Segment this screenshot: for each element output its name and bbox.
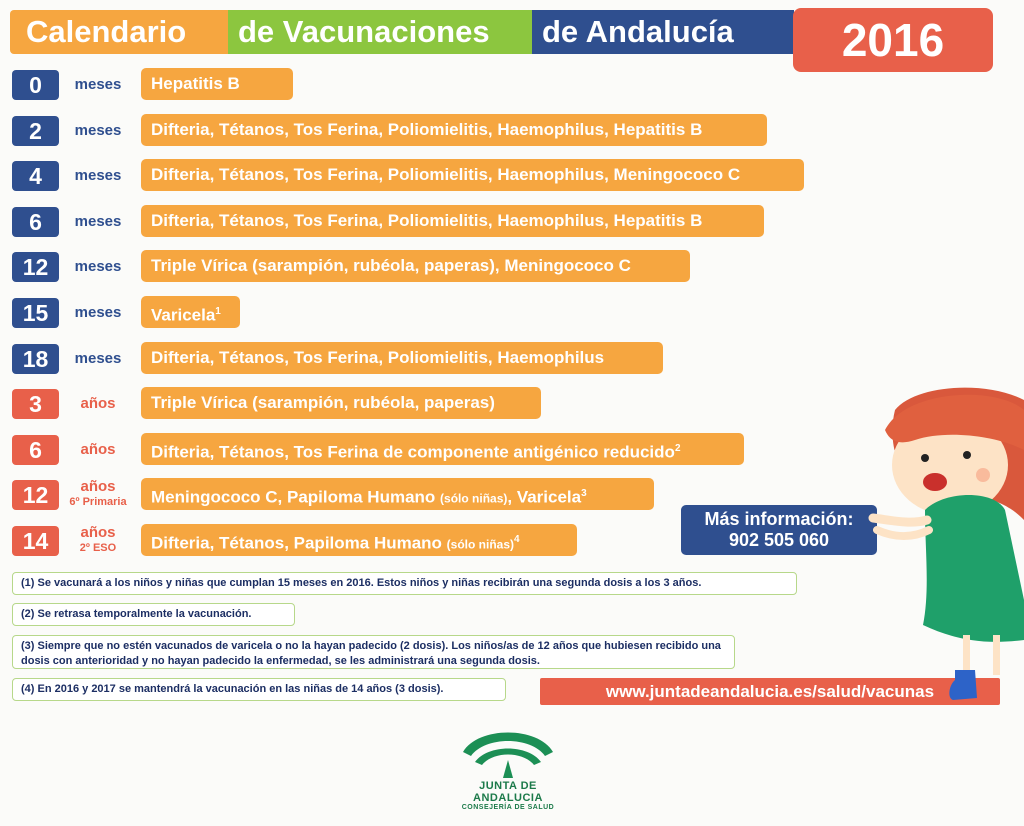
age-unit-label: años: [80, 478, 116, 496]
schedule-row: [0, 112, 820, 152]
junta-andalucia-logo-icon: [453, 718, 563, 782]
age-unit-label: meses: [74, 258, 122, 276]
vaccine-list: [141, 387, 541, 419]
junta-logo: [448, 718, 568, 818]
schedule-row: [0, 431, 820, 471]
logo-dept-name: CONSEJERÍA DE SALUD: [461, 804, 555, 811]
schedule-row: [0, 385, 820, 425]
age-unit-label: años: [80, 395, 116, 413]
girl-illustration-icon: [855, 380, 1024, 705]
age-number: 15: [12, 298, 59, 328]
vaccine-qualifier: (sólo niñas): [446, 537, 515, 552]
vaccine-list: [141, 524, 577, 556]
footnote-ref: 3: [581, 488, 587, 500]
vaccine-names: Difteria, Tétanos, Tos Ferina, Poliomielitis, Haemophilus: [151, 347, 605, 367]
age-number: 0: [12, 70, 59, 100]
more-info-label: Más información:: [704, 509, 854, 529]
age-unit: [66, 479, 130, 510]
vaccine-names-extra: , Varicela: [507, 488, 582, 508]
age-number: 3: [12, 389, 59, 419]
age-unit-label: meses: [74, 121, 122, 139]
title-calendario: Calendario: [10, 10, 230, 54]
vaccine-names: Triple Vírica (sarampión, rubéola, paperas): [151, 393, 495, 413]
age-number: 4: [12, 161, 59, 191]
age-school-level: 2º ESO: [79, 542, 117, 554]
title-year: 2016: [793, 8, 993, 72]
vaccine-list: [141, 296, 240, 328]
schedule-row: [0, 66, 820, 106]
more-info-phone: 902 505 060: [728, 530, 830, 550]
vaccine-names: Hepatitis B: [151, 74, 240, 93]
vaccine-qualifier: (sólo niñas): [440, 492, 508, 507]
footnote-ref: 4: [514, 534, 520, 545]
schedule-row: [0, 203, 820, 243]
vaccine-names: Triple Vírica (sarampión, rubéola, paperas), Meningococo C: [151, 256, 631, 276]
age-unit: [66, 157, 130, 195]
age-school-level: 6º Primaria: [69, 496, 127, 509]
logo-org-name: JUNTA DE ANDALUCIA: [473, 780, 543, 804]
age-unit: [66, 66, 130, 104]
vaccine-list: [141, 205, 764, 237]
vaccine-names: Varicela: [151, 305, 216, 325]
vaccine-names: Difteria, Tétanos, Tos Ferina, Poliomielitis, Haemophilus, Hepatitis B: [151, 119, 703, 139]
age-unit: [66, 294, 130, 332]
vaccine-list: [141, 68, 293, 100]
vaccine-names: Difteria, Tétanos, Papiloma Humano: [151, 533, 447, 553]
vaccine-list: [141, 342, 663, 374]
vaccine-list: [141, 433, 744, 465]
age-unit-label: meses: [74, 304, 122, 321]
age-unit: [66, 203, 130, 241]
footnote-4: (4) En 2016 y 2017 se mantendrá la vacunación en las niñas de 14 años (3 dosis).: [12, 678, 506, 701]
age-unit: [66, 525, 130, 556]
schedule-row: [0, 294, 820, 334]
footnote-ref: 1: [215, 306, 221, 317]
age-number: 12: [12, 480, 59, 510]
title-vacunaciones: de Vacunaciones: [228, 10, 532, 54]
age-number: 6: [12, 435, 59, 465]
age-unit-label: años: [80, 440, 116, 458]
footnote-3: (3) Siempre que no estén vacunados de varicela o no la hayan padecido (2 dosis). Los niños/as de 12 años que hubiesen recibido una dosis con anterioridad y no hayan padecido la enfermedad, se les administrará una segunda dosis.: [12, 635, 735, 669]
age-unit: [66, 431, 130, 469]
age-unit: [66, 248, 130, 286]
schedule-row: [0, 340, 820, 380]
vaccine-list: [141, 114, 767, 146]
age-number: 12: [12, 252, 59, 282]
age-unit: [66, 385, 130, 423]
age-number: 18: [12, 344, 59, 374]
age-number: 14: [12, 526, 59, 556]
website-url[interactable]: www.juntadeandalucia.es/salud/vacunas: [540, 678, 1000, 705]
title-andalucia: de Andalucía: [532, 10, 794, 54]
more-info-box: [681, 505, 877, 555]
schedule-row: [0, 157, 820, 197]
age-unit-label: meses: [74, 349, 122, 367]
age-unit-label: meses: [74, 212, 122, 230]
age-unit-label: años: [80, 524, 116, 541]
age-number: 2: [12, 116, 59, 146]
age-unit: [66, 112, 130, 150]
footnote-ref: 2: [674, 442, 681, 454]
vaccine-names: Difteria, Tétanos, Tos Ferina, Poliomielitis, Haemophilus, Hepatitis B: [151, 210, 703, 230]
vaccine-list: [141, 159, 804, 191]
schedule-row: [0, 248, 820, 288]
age-number: 6: [12, 207, 59, 237]
age-unit-label: meses: [74, 76, 122, 93]
vaccine-list: [141, 478, 654, 510]
age-unit-label: meses: [74, 167, 122, 185]
vaccine-names: Meningococo C, Papiloma Humano: [151, 488, 441, 508]
vaccine-names: Difteria, Tétanos, Tos Ferina de componente antigénico reducido: [151, 442, 675, 462]
vaccine-list: [141, 250, 690, 282]
age-unit: [66, 340, 130, 378]
footnote-2: (2) Se retrasa temporalmente la vacunación.: [12, 603, 295, 626]
vaccine-names: Difteria, Tétanos, Tos Ferina, Poliomielitis, Haemophilus, Meningococo C: [151, 165, 741, 185]
footnote-1: (1) Se vacunará a los niños y niñas que cumplan 15 meses en 2016. Estos niños y niñas recibirán una segunda dosis a los 3 años.: [12, 572, 797, 595]
